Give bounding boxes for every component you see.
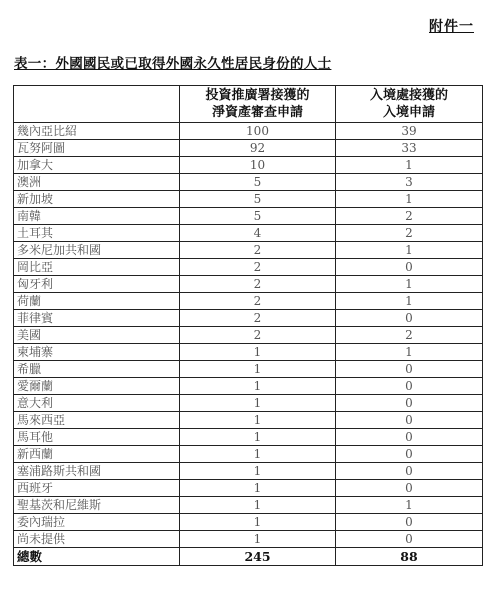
country-cell: 希臘 [14, 361, 180, 378]
investhk-count-cell: 1 [180, 446, 336, 463]
investhk-count-cell: 5 [180, 208, 336, 225]
immd-count-cell: 39 [336, 123, 483, 140]
table-row [14, 310, 483, 327]
table-row [14, 429, 483, 446]
table-row [14, 327, 483, 344]
investhk-count-cell: 1 [180, 344, 336, 361]
country-cell: 塞浦路斯共和國 [14, 463, 180, 480]
immd-count-cell: 1 [336, 191, 483, 208]
country-cell: 瓦努阿圖 [14, 140, 180, 157]
investhk-count-cell: 1 [180, 429, 336, 446]
immd-count-cell: 0 [336, 361, 483, 378]
country-cell: 美國 [14, 327, 180, 344]
table-row [14, 463, 483, 480]
total-immd: 88 [336, 548, 483, 566]
total-label: 總數 [14, 548, 180, 566]
table-header-row [14, 86, 483, 123]
immd-count-cell: 1 [336, 276, 483, 293]
table-row [14, 191, 483, 208]
immd-count-cell: 0 [336, 446, 483, 463]
country-cell: 委內瑞拉 [14, 514, 180, 531]
table-row [14, 395, 483, 412]
country-cell: 岡比亞 [14, 259, 180, 276]
immd-count-cell: 0 [336, 514, 483, 531]
investhk-count-cell: 2 [180, 259, 336, 276]
table-title: 表一：外國國民或已取得外國永久性居民身份的人士 [14, 56, 332, 72]
header-country [14, 86, 180, 123]
immd-count-cell: 0 [336, 259, 483, 276]
investhk-count-cell: 2 [180, 276, 336, 293]
investhk-count-cell: 1 [180, 497, 336, 514]
country-cell: 幾內亞比紹 [14, 123, 180, 140]
table-row [14, 412, 483, 429]
table-row [14, 242, 483, 259]
country-cell: 澳洲 [14, 174, 180, 191]
table-row [14, 446, 483, 463]
immd-count-cell: 0 [336, 378, 483, 395]
immd-count-cell: 1 [336, 242, 483, 259]
investhk-count-cell: 10 [180, 157, 336, 174]
country-cell: 加拿大 [14, 157, 180, 174]
header-immd-label: 入境處接獲的 入境申請 [369, 88, 448, 120]
investhk-count-cell: 5 [180, 191, 336, 208]
country-cell: 匈牙利 [14, 276, 180, 293]
table-row [14, 140, 483, 157]
table-row [14, 378, 483, 395]
immd-count-cell: 1 [336, 344, 483, 361]
immd-count-cell: 2 [336, 225, 483, 242]
investhk-count-cell: 1 [180, 531, 336, 548]
investhk-count-cell: 1 [180, 480, 336, 497]
investhk-count-cell: 92 [180, 140, 336, 157]
header-investhk-applications [180, 86, 336, 123]
table-row [14, 225, 483, 242]
investhk-count-cell: 4 [180, 225, 336, 242]
immd-count-cell: 0 [336, 531, 483, 548]
table-row [14, 174, 483, 191]
country-cell: 聖基茨和尼維斯 [14, 497, 180, 514]
table-row [14, 276, 483, 293]
immd-count-cell: 3 [336, 174, 483, 191]
header-investhk-label: 投資推廣署接獲的 淨資產審查申請 [205, 88, 310, 120]
immd-count-cell: 0 [336, 310, 483, 327]
investhk-count-cell: 100 [180, 123, 336, 140]
table-row [14, 123, 483, 140]
country-cell: 尚未提供 [14, 531, 180, 548]
immd-count-cell: 0 [336, 480, 483, 497]
investhk-count-cell: 1 [180, 395, 336, 412]
table-row [14, 514, 483, 531]
investhk-count-cell: 1 [180, 514, 336, 531]
table-row [14, 497, 483, 514]
table-row [14, 157, 483, 174]
immd-count-cell: 1 [336, 497, 483, 514]
investhk-count-cell: 2 [180, 327, 336, 344]
investhk-count-cell: 5 [180, 174, 336, 191]
country-cell: 西班牙 [14, 480, 180, 497]
country-cell: 土耳其 [14, 225, 180, 242]
immd-count-cell: 2 [336, 327, 483, 344]
table-row [14, 259, 483, 276]
table-row [14, 293, 483, 310]
immd-count-cell: 1 [336, 157, 483, 174]
country-cell: 新西蘭 [14, 446, 180, 463]
country-cell: 馬來西亞 [14, 412, 180, 429]
country-cell: 南韓 [14, 208, 180, 225]
country-cell: 荷蘭 [14, 293, 180, 310]
investhk-count-cell: 2 [180, 310, 336, 327]
country-cell: 馬耳他 [14, 429, 180, 446]
header-immd-applications [336, 86, 483, 123]
investhk-count-cell: 1 [180, 378, 336, 395]
table-row [14, 208, 483, 225]
immd-count-cell: 2 [336, 208, 483, 225]
data-table [13, 85, 483, 566]
investhk-count-cell: 1 [180, 361, 336, 378]
immd-count-cell: 0 [336, 429, 483, 446]
country-cell: 菲律賓 [14, 310, 180, 327]
annex-label: 附件一 [429, 19, 474, 35]
total-row [14, 548, 483, 566]
immd-count-cell: 1 [336, 293, 483, 310]
immd-count-cell: 0 [336, 463, 483, 480]
investhk-count-cell: 2 [180, 242, 336, 259]
country-cell: 柬埔寨 [14, 344, 180, 361]
immd-count-cell: 0 [336, 395, 483, 412]
investhk-count-cell: 2 [180, 293, 336, 310]
investhk-count-cell: 1 [180, 412, 336, 429]
table-row [14, 344, 483, 361]
investhk-count-cell: 1 [180, 463, 336, 480]
immd-count-cell: 33 [336, 140, 483, 157]
table-row [14, 480, 483, 497]
country-cell: 新加坡 [14, 191, 180, 208]
total-investhk: 245 [180, 548, 336, 566]
immd-count-cell: 0 [336, 412, 483, 429]
table-row [14, 361, 483, 378]
table-row [14, 531, 483, 548]
country-cell: 意大利 [14, 395, 180, 412]
country-cell: 愛爾蘭 [14, 378, 180, 395]
country-cell: 多米尼加共和國 [14, 242, 180, 259]
